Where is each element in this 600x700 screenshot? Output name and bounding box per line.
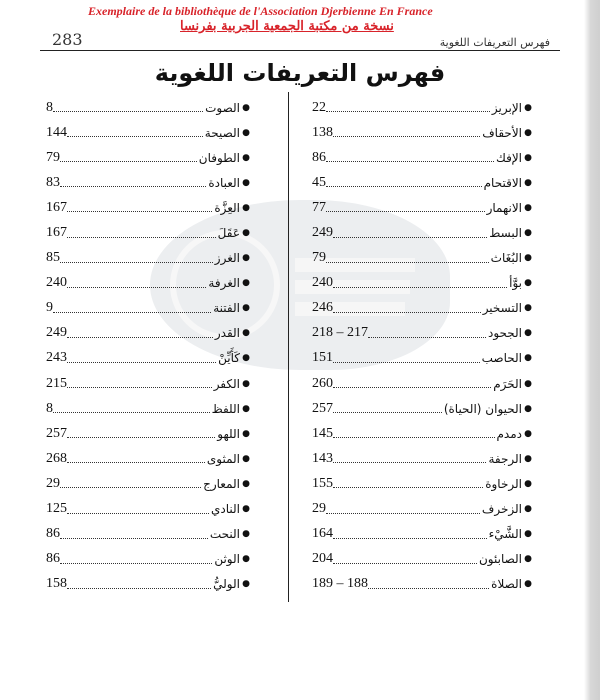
bullet-icon: ●	[242, 278, 250, 289]
bullet-icon: ●	[242, 453, 250, 464]
bullet-icon: ●	[242, 328, 250, 339]
bullet-icon: ●	[242, 579, 250, 590]
entry-page: 151	[312, 350, 333, 366]
entry-term: الوليُّ	[213, 577, 240, 592]
entry-term: القدر	[214, 326, 240, 341]
entry-term: النادي	[210, 502, 240, 517]
page-edge-shadow	[584, 0, 600, 700]
entry-term: الصيحة	[204, 125, 240, 140]
entry-term: الشَّيْء	[488, 527, 522, 542]
leader-dots	[326, 111, 490, 112]
entry-term: اللفظ	[211, 401, 240, 416]
leader-dots	[333, 538, 487, 539]
bullet-icon: ●	[242, 554, 250, 565]
bullet-icon: ●	[242, 529, 250, 540]
entry-term: كَأَيِّنْ	[218, 351, 240, 366]
index-entry	[312, 120, 534, 145]
index-entry	[46, 195, 252, 220]
entry-term: دمدم	[496, 426, 522, 441]
bullet-icon: ●	[524, 554, 532, 565]
entry-page: 260	[312, 375, 333, 391]
index-entry	[46, 547, 252, 572]
index-entry	[312, 346, 534, 371]
entry-page: 164	[312, 526, 333, 542]
entry-page: 144	[46, 124, 67, 140]
index-column-right	[312, 95, 534, 597]
leader-dots	[53, 412, 210, 413]
bullet-icon: ●	[524, 579, 532, 590]
leader-dots	[326, 161, 494, 162]
entry-page: 218 – 217	[312, 325, 368, 341]
entry-page: 83	[46, 174, 60, 190]
page-title: فهرس التعريفات اللغوية	[154, 59, 446, 87]
leader-dots	[333, 437, 495, 438]
bullet-icon: ●	[524, 102, 532, 113]
index-entry	[312, 246, 534, 271]
entry-page: 246	[312, 300, 333, 316]
bullet-icon: ●	[524, 202, 532, 213]
index-entry	[312, 547, 534, 572]
bullet-icon: ●	[242, 403, 250, 414]
index-entry	[46, 572, 252, 597]
bullet-icon: ●	[242, 504, 250, 515]
index-entry	[46, 446, 252, 471]
leader-dots	[333, 287, 507, 288]
index-entry	[312, 471, 534, 496]
bullet-icon: ●	[242, 303, 250, 314]
leader-dots	[326, 186, 482, 187]
entry-term: العبادة	[208, 175, 240, 190]
leader-dots	[60, 262, 213, 263]
library-stamp-arabic: نسخة من مكتبة الجمعية الجربية بفرنسا	[180, 19, 394, 34]
bullet-icon: ●	[242, 102, 250, 113]
entry-term: البسط	[489, 226, 522, 241]
page-number: 283	[52, 30, 83, 49]
leader-dots	[326, 262, 489, 263]
leader-dots	[326, 211, 485, 212]
entry-term: الانهمار	[486, 200, 522, 215]
index-entry	[46, 471, 252, 496]
entry-page: 29	[312, 501, 326, 517]
leader-dots	[333, 563, 477, 564]
entry-page: 167	[46, 225, 67, 241]
index-entry	[312, 195, 534, 220]
entry-term: الجحود	[487, 326, 522, 341]
entry-page: 204	[312, 551, 333, 567]
entry-term: اللهو	[217, 426, 240, 441]
index-entry	[46, 145, 252, 170]
bullet-icon: ●	[242, 177, 250, 188]
leader-dots	[67, 362, 216, 363]
leader-dots	[333, 312, 481, 313]
index-entry	[46, 396, 252, 421]
index-entry	[46, 220, 252, 245]
bullet-icon: ●	[524, 303, 532, 314]
leader-dots	[67, 211, 212, 212]
bullet-icon: ●	[524, 428, 532, 439]
leader-dots	[368, 337, 486, 338]
leader-dots	[60, 487, 201, 488]
entry-term: الصوت	[205, 100, 240, 115]
entry-term: الصابئون	[478, 552, 522, 567]
entry-page: 145	[312, 425, 333, 441]
bullet-icon: ●	[242, 478, 250, 489]
entry-term: الحاصب	[481, 351, 522, 366]
bullet-icon: ●	[242, 127, 250, 138]
entry-term: المثوى	[206, 451, 240, 466]
index-entry	[46, 321, 252, 346]
index-column-left	[46, 95, 252, 597]
entry-page: 240	[312, 275, 333, 291]
leader-dots	[67, 136, 203, 137]
bullet-icon: ●	[242, 152, 250, 163]
leader-dots	[60, 161, 197, 162]
entry-page: 257	[46, 425, 67, 441]
leader-dots	[60, 538, 208, 539]
entry-page: 79	[46, 149, 60, 165]
entry-term: الحيوان (الحياة)	[443, 401, 522, 416]
index-entry	[312, 522, 534, 547]
entry-term: الحَرَم	[493, 376, 522, 391]
entry-term: الرجفة	[488, 451, 522, 466]
entry-page: 85	[46, 250, 60, 266]
entry-term: عَقَلَ	[217, 226, 240, 241]
index-entry	[46, 346, 252, 371]
entry-term: العِزَّة	[214, 200, 240, 215]
bullet-icon: ●	[242, 202, 250, 213]
entry-page: 77	[312, 199, 326, 215]
leader-dots	[67, 588, 211, 589]
leader-dots	[53, 111, 203, 112]
bullet-icon: ●	[524, 278, 532, 289]
leader-dots	[60, 563, 212, 564]
entry-page: 86	[46, 551, 60, 567]
entry-page: 158	[46, 576, 67, 592]
bullet-icon: ●	[524, 453, 532, 464]
index-entry	[46, 271, 252, 296]
entry-term: الأحقاف	[482, 125, 522, 140]
bullet-icon: ●	[524, 478, 532, 489]
entry-page: 45	[312, 174, 326, 190]
entry-term: الطوفان	[198, 150, 240, 165]
leader-dots	[333, 487, 483, 488]
entry-term: بوَّأ	[509, 276, 522, 291]
entry-page: 257	[312, 400, 333, 416]
header-rule	[40, 50, 560, 51]
index-entry	[46, 246, 252, 271]
bullet-icon: ●	[242, 428, 250, 439]
running-title: فهرس التعريفات اللغوية	[439, 36, 550, 49]
entry-page: 215	[46, 375, 67, 391]
entry-term: الزخرف	[481, 502, 522, 517]
index-entry	[46, 421, 252, 446]
entry-term: المعارج	[203, 476, 240, 491]
bullet-icon: ●	[242, 353, 250, 364]
index-entry	[312, 145, 534, 170]
entry-term: الإفك	[495, 150, 522, 165]
leader-dots	[333, 362, 480, 363]
leader-dots	[60, 186, 206, 187]
index-entry	[46, 522, 252, 547]
bullet-icon: ●	[524, 529, 532, 540]
entry-term: الغرفة	[208, 276, 240, 291]
bullet-icon: ●	[524, 253, 532, 264]
entry-page: 86	[312, 149, 326, 165]
leader-dots	[333, 387, 491, 388]
entry-term: الغرز	[214, 251, 240, 266]
entry-term: الصلاة	[491, 577, 522, 592]
index-entry	[312, 396, 534, 421]
entry-term: الاقتحام	[483, 175, 522, 190]
bullet-icon: ●	[242, 253, 250, 264]
bullet-icon: ●	[242, 228, 250, 239]
bullet-icon: ●	[524, 403, 532, 414]
leader-dots	[333, 136, 480, 137]
leader-dots	[326, 513, 480, 514]
column-divider	[288, 92, 289, 602]
entry-term: الكفر	[213, 376, 240, 391]
entry-page: 8	[46, 400, 53, 416]
index-entry	[46, 170, 252, 195]
leader-dots	[67, 387, 212, 388]
entry-page: 189 – 188	[312, 576, 368, 592]
entry-page: 138	[312, 124, 333, 140]
bullet-icon: ●	[524, 228, 532, 239]
index-entry	[46, 296, 252, 321]
entry-term: الرخاوة	[485, 476, 522, 491]
leader-dots	[333, 237, 487, 238]
index-entry	[312, 446, 534, 471]
leader-dots	[67, 513, 209, 514]
bullet-icon: ●	[524, 378, 532, 389]
bullet-icon: ●	[524, 328, 532, 339]
leader-dots	[67, 437, 215, 438]
index-entry	[312, 572, 534, 597]
entry-page: 249	[312, 225, 333, 241]
index-entry	[312, 497, 534, 522]
entry-page: 8	[46, 99, 53, 115]
index-entry	[46, 120, 252, 145]
index-entry	[312, 421, 534, 446]
index-entry	[46, 371, 252, 396]
entry-page: 143	[312, 450, 333, 466]
index-entry	[312, 296, 534, 321]
entry-page: 268	[46, 450, 67, 466]
index-entry	[312, 271, 534, 296]
entry-page: 125	[46, 501, 67, 517]
leader-dots	[67, 462, 205, 463]
entry-page: 86	[46, 526, 60, 542]
entry-page: 249	[46, 325, 67, 341]
entry-term: التسخير	[482, 301, 522, 316]
leader-dots	[67, 287, 206, 288]
entry-page: 155	[312, 475, 333, 491]
leader-dots	[67, 237, 216, 238]
entry-page: 79	[312, 250, 326, 266]
entry-page: 240	[46, 275, 67, 291]
bullet-icon: ●	[524, 152, 532, 163]
entry-page: 22	[312, 99, 326, 115]
index-entry	[312, 321, 534, 346]
entry-term: البُغَاث	[490, 251, 522, 266]
library-stamp-french: Exemplaire de la bibliothèque de l'Association Djerbienne En France	[88, 4, 433, 18]
leader-dots	[333, 462, 486, 463]
entry-page: 29	[46, 475, 60, 491]
entry-term: الفتنة	[213, 301, 240, 316]
entry-page: 243	[46, 350, 67, 366]
bullet-icon: ●	[524, 177, 532, 188]
entry-term: الإبريز	[491, 100, 522, 115]
bullet-icon: ●	[524, 127, 532, 138]
leader-dots	[368, 588, 489, 589]
index-entry	[46, 95, 252, 120]
entry-page: 9	[46, 300, 53, 316]
index-entry	[312, 371, 534, 396]
leader-dots	[67, 337, 213, 338]
entry-page: 167	[46, 199, 67, 215]
bullet-icon: ●	[524, 504, 532, 515]
index-entry	[312, 220, 534, 245]
index-entry	[46, 497, 252, 522]
leader-dots	[53, 312, 211, 313]
entry-term: النحت	[209, 527, 240, 542]
bullet-icon: ●	[524, 353, 532, 364]
index-entry	[312, 95, 534, 120]
bullet-icon: ●	[242, 378, 250, 389]
leader-dots	[333, 412, 442, 413]
entry-term: الوثن	[214, 552, 240, 567]
index-entry	[312, 170, 534, 195]
